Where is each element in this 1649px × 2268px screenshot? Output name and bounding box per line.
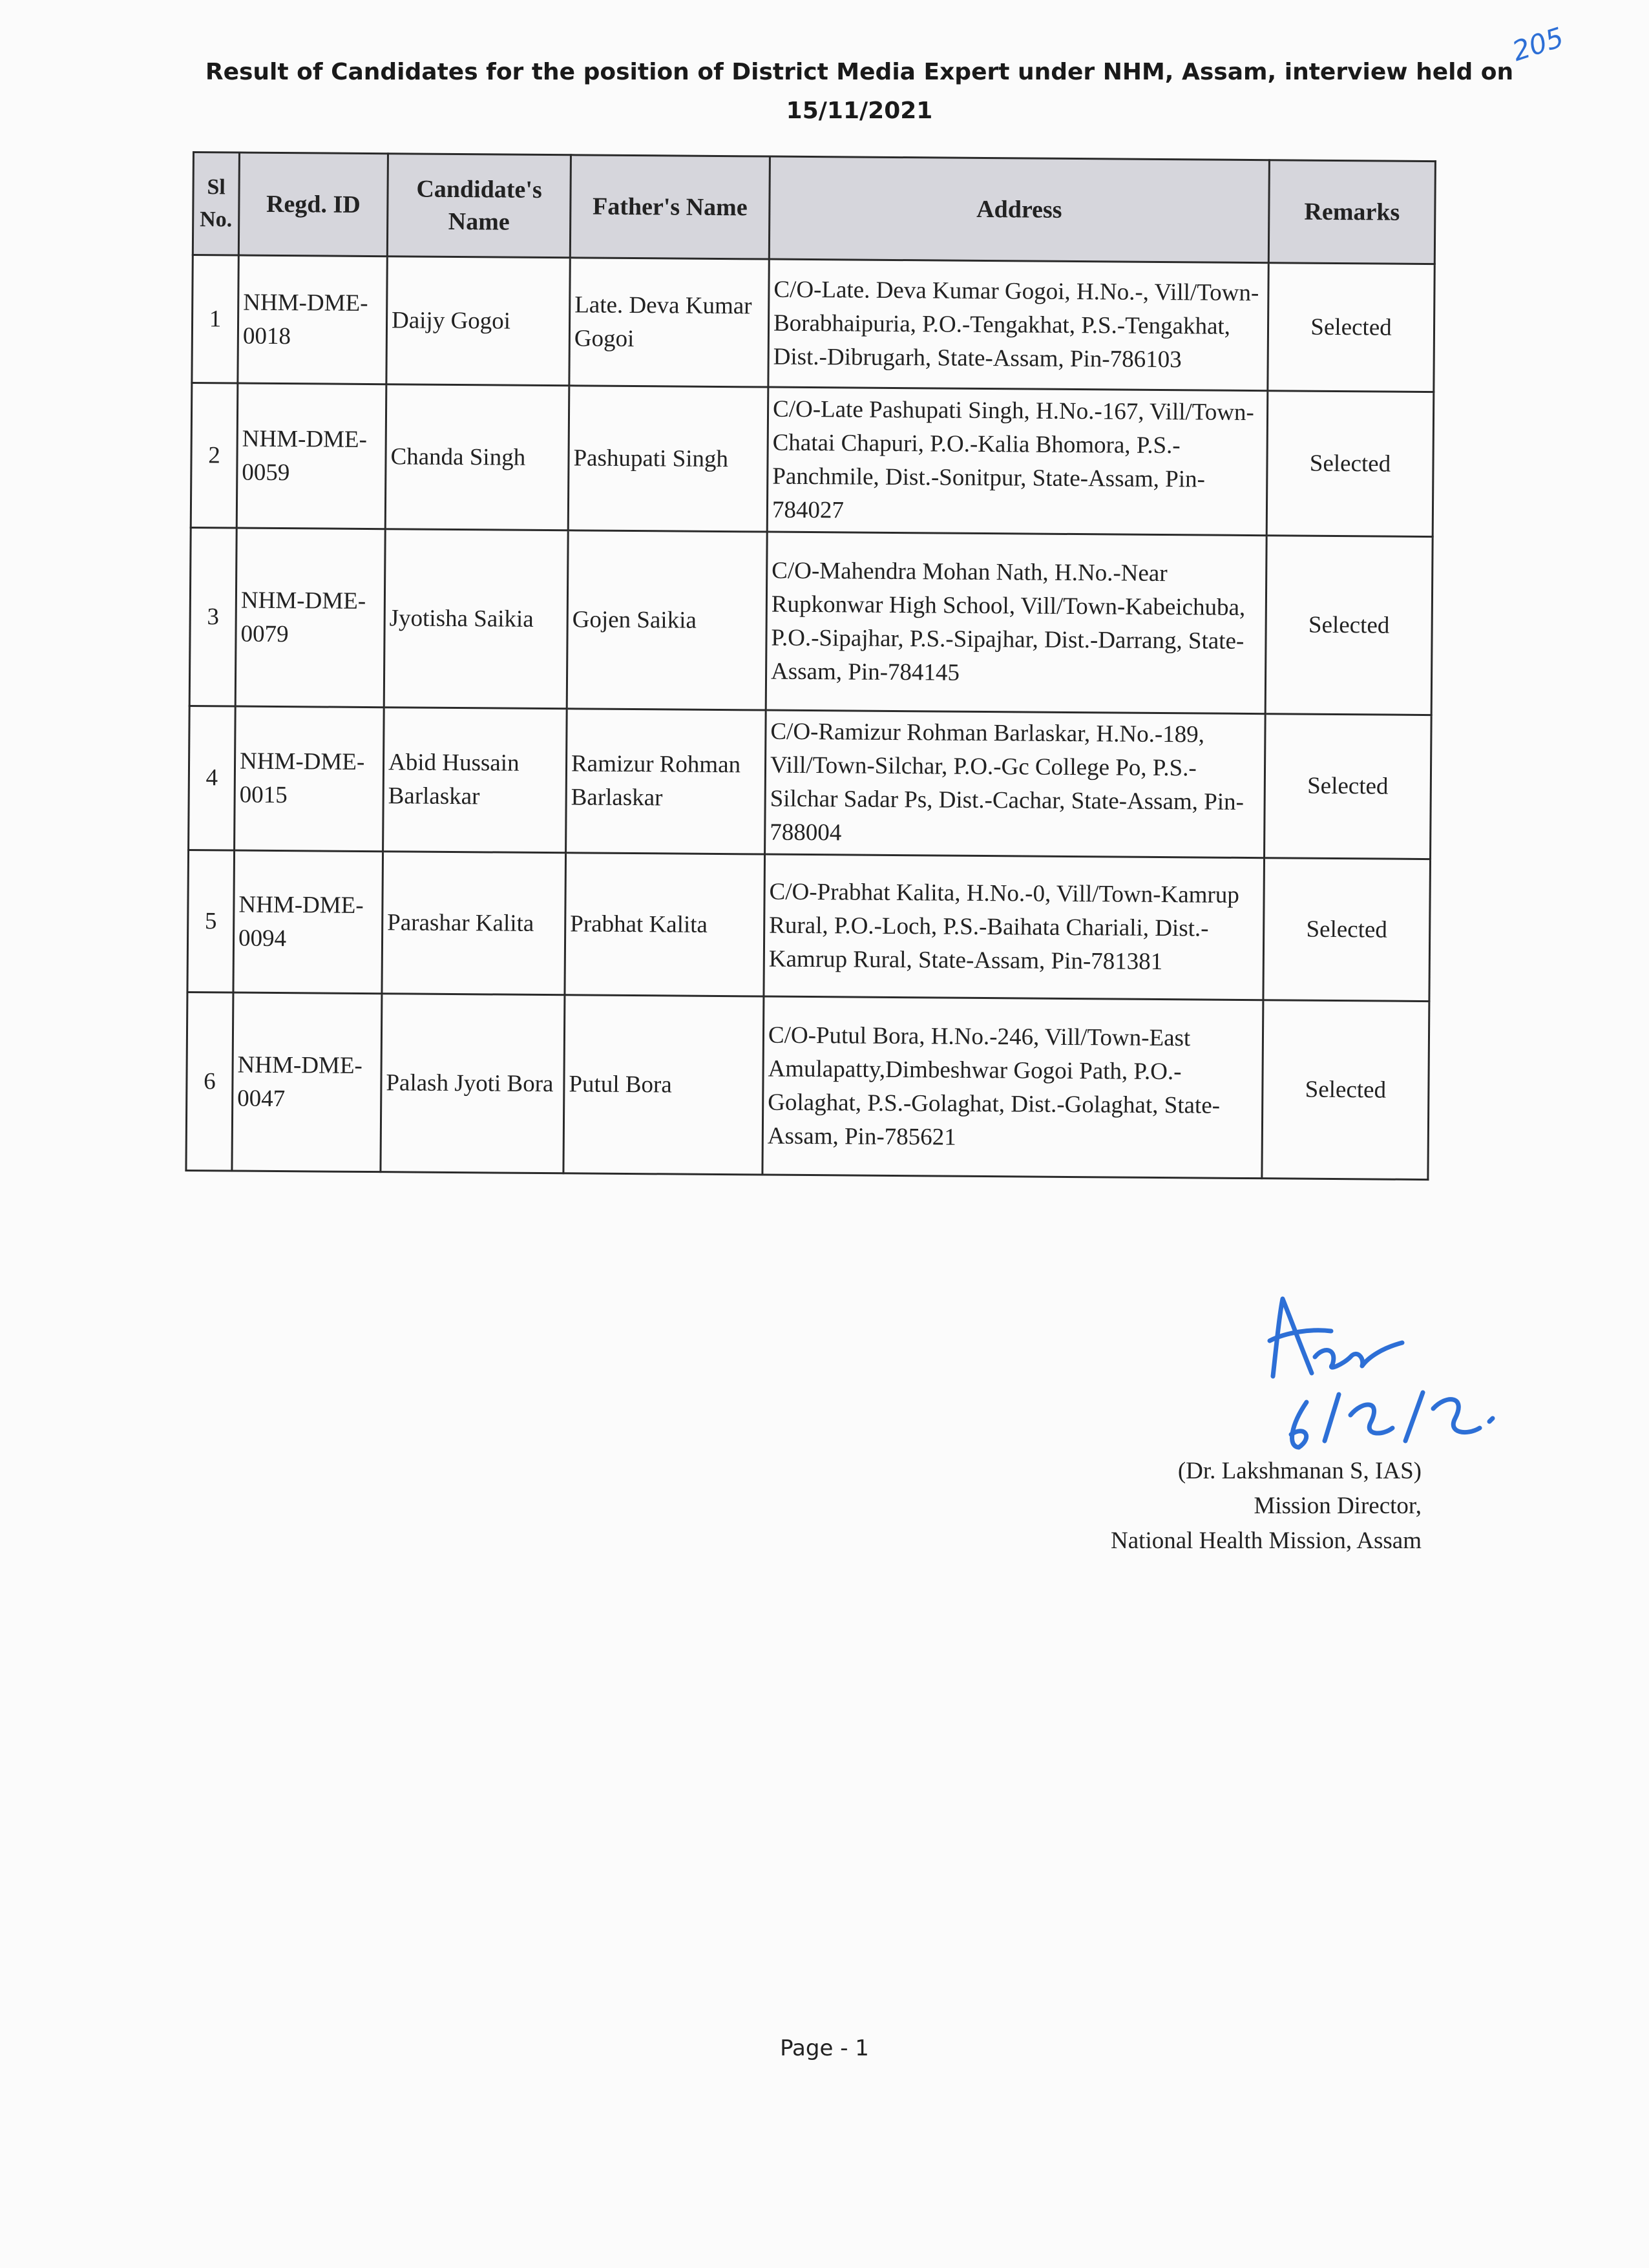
header-father-name: Father's Name: [570, 155, 770, 259]
cell-father-name: Late. Deva Kumar Gogoi: [569, 258, 769, 387]
cell-candidate-name: Abid Hussain Barlaskar: [383, 708, 567, 853]
cell-candidate-name: Jyotisha Saikia: [384, 529, 568, 709]
cell-candidate-name: Chanda Singh: [385, 384, 569, 530]
cell-sl-no: 3: [189, 527, 236, 706]
cell-address: C/O-Mahendra Mohan Nath, H.No.-Near Rupkonwar High School, Vill/Town-Kabeichuba, P.O.-Sipajhar, P.S.-Sipajhar, Dist.-Darrang, State-Assam, Pin-784145: [766, 532, 1266, 714]
cell-remarks: Selected: [1263, 858, 1431, 1002]
cell-address: C/O-Late Pashupati Singh, H.No.-167, Vill/Town-Chatai Chapuri, P.O.-Kalia Bhomora, P.S.-Panchmile, Dist.-Sonitpur, State-Assam, Pin-784027: [767, 387, 1268, 536]
handwritten-signature: [1254, 1286, 1538, 1454]
cell-father-name: Prabhat Kalita: [565, 853, 765, 996]
results-table-container: [185, 151, 1436, 1181]
table-row: [189, 527, 1433, 715]
cell-father-name: Putul Bora: [563, 995, 764, 1175]
signature-drawing: [1254, 1286, 1538, 1454]
table-row: [189, 706, 1432, 859]
cell-remarks: Selected: [1266, 391, 1434, 537]
document-title: Result of Candidates for the position of District Media Expert under NHM, Assam, interview held on 15/11/2021: [205, 59, 1514, 124]
cell-candidate-name: Parashar Kalita: [382, 852, 566, 995]
cell-candidate-name: Palash Jyoti Bora: [381, 994, 565, 1173]
cell-remarks: Selected: [1262, 1000, 1429, 1180]
signatory-name: (Dr. Lakshmanan S, IAS): [1177, 1458, 1422, 1484]
cell-father-name: Ramizur Rohman Barlaskar: [566, 709, 766, 854]
signatory-organization: National Health Mission, Assam: [1111, 1528, 1422, 1554]
cell-remarks: Selected: [1265, 536, 1433, 715]
cell-sl-no: 6: [186, 992, 233, 1171]
table-row: [191, 383, 1434, 537]
signatory-designation: Mission Director,: [1254, 1493, 1422, 1519]
cell-regd-id: NHM-DME-0079: [235, 528, 385, 708]
cell-father-name: Gojen Saikia: [567, 530, 767, 710]
cell-regd-id: NHM-DME-0015: [235, 706, 384, 852]
handwritten-page-note: 205: [1508, 21, 1568, 68]
cell-remarks: Selected: [1268, 263, 1434, 392]
table-row: [192, 255, 1434, 392]
cell-sl-no: 2: [191, 383, 238, 529]
cell-sl-no: 4: [189, 706, 236, 850]
header-candidate-name: Candidate's Name: [387, 154, 571, 258]
cell-regd-id: NHM-DME-0018: [238, 255, 387, 384]
cell-address: C/O-Prabhat Kalita, H.No.-0, Vill/Town-Kamrup Rural, P.O.-Loch, P.S.-Baihata Chariali, Dist.-Kamrup Rural, State-Assam, Pin-781381: [764, 854, 1265, 1000]
results-table: [185, 151, 1436, 1181]
cell-sl-no: 1: [192, 255, 238, 384]
table-header-row: [193, 152, 1435, 264]
cell-regd-id: NHM-DME-0047: [232, 992, 382, 1172]
cell-address: C/O-Putul Bora, H.No.-246, Vill/Town-East Amulapatty,Dimbeshwar Gogoi Path, P.O.-Golaghat, P.S.-Golaghat, Dist.-Golaghat, State-Assam, Pin-785621: [762, 996, 1263, 1179]
header-sl-no: Sl No.: [193, 152, 239, 256]
header-address: Address: [769, 156, 1269, 263]
cell-address: C/O-Ramizur Rohman Barlaskar, H.No.-189, Vill/Town-Silchar, P.O.-Gc College Po, P.S.-Silchar Sadar Ps, Dist.-Cachar, State-Assam, Pin-788004: [765, 710, 1266, 858]
cell-sl-no: 5: [187, 850, 235, 992]
table-row: [187, 850, 1431, 1001]
cell-candidate-name: Daijy Gogoi: [386, 257, 570, 386]
cell-address: C/O-Late. Deva Kumar Gogoi, H.No.-, Vill/Town-Borabhaipuria, P.O.-Tengakhat, P.S.-Tengakhat, Dist.-Dibrugarh, State-Assam, Pin-786103: [768, 259, 1268, 391]
cell-regd-id: NHM-DME-0059: [236, 383, 386, 529]
table-row: [186, 992, 1429, 1179]
header-regd-id: Regd. ID: [238, 152, 388, 257]
cell-father-name: Pashupati Singh: [568, 386, 768, 532]
page-number: Page - 1: [780, 2035, 869, 2061]
header-remarks: Remarks: [1268, 160, 1435, 264]
cell-regd-id: NHM-DME-0094: [233, 850, 383, 994]
cell-remarks: Selected: [1265, 714, 1432, 859]
signatory-block: [1008, 1454, 1422, 1559]
